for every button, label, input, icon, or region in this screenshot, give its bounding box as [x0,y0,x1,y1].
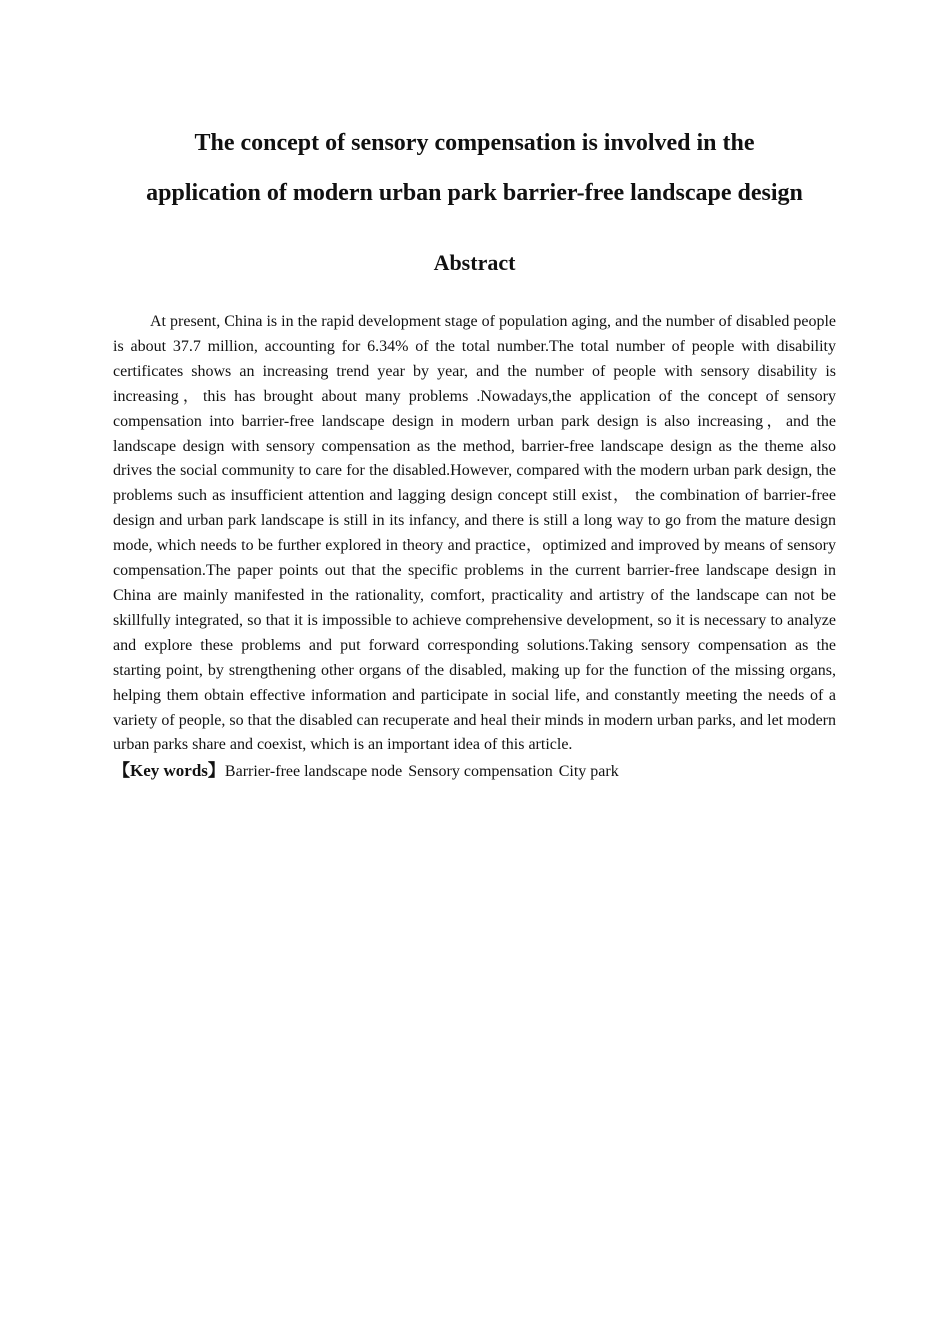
paper-title [83,118,866,218]
abstract-paragraph: At present, China is in the rapid development stage of population aging, and the number of disabled people is about 37.7 million, accounting for 6.34% of the total number.The total number of people with disability certificates shows an increasing trend year by year, and the number of people with sensory disability is increasing，this has brought about many problems .Nowadays,the application of the concept of sensory compensation into barrier-free landscape design in modern urban park design is also increasing，and the landscape design with sensory compensation as the method, barrier-free landscape design as the theme also drives the social community to care for the disabled.However, compared with the modern urban park design, the problems such as insufficient attention and lagging design concept still exist， the combination of barrier-free design and urban park landscape is still in its infancy, and there is still a long way to go from the mature design mode, which needs to be further explored in theory and practice，optimized and improved by means of sensory compensation.The paper points out that the specific problems in the current barrier-free landscape design in China are mainly manifested in the rationality, comfort, practicality and artistry of the landscape can not be skillfully integrated, so that it is impossible to achieve comprehensive development, so it is necessary to analyze and explore these problems and put forward corresponding solutions.Taking sensory compensation as the starting point, by strengthening other organs of the disabled, making up for the function of the missing organs, helping them obtain effective information and participate in social life, and constantly meeting the needs of a variety of people, so that the disabled can recuperate and heal their minds in modern urban parks, and let modern urban parks share and coexist, which is an important idea of this article. [113,313,836,754]
keywords-line [113,758,836,785]
keyword-item: City park [558,763,619,781]
keyword-item: Barrier-free landscape node [224,763,403,781]
keyword-item: Sensory compensation [408,763,553,781]
abstract-heading: Abstract [433,250,516,275]
keywords-label: 【Key words】 [113,761,225,781]
document-page [113,118,836,785]
title-line-1: The concept of sensory compensation is involved in the [194,130,755,156]
title-line-2: application of modern urban park barrier-free landscape design [146,180,803,206]
